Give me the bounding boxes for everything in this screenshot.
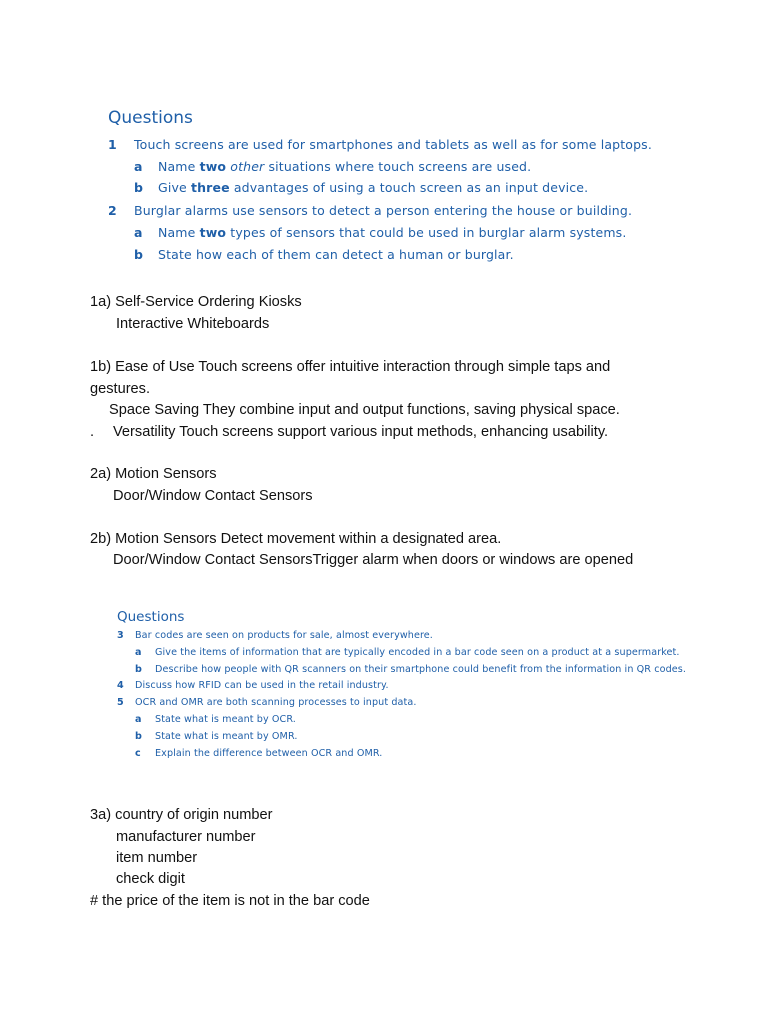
question-text: Touch screens are used for smartphones and tablets as well as for some laptops. bbox=[134, 137, 652, 152]
question-text: OCR and OMR are both scanning processes to input data. bbox=[135, 697, 417, 708]
answer-line: 2b) Motion Sensors Detect movement within a designated area. bbox=[90, 531, 502, 547]
answer-line: Versatility Touch screens support various input methods, enhancing usability. bbox=[113, 424, 609, 440]
answer-line: 1a) Self-Service Ordering Kiosks bbox=[90, 294, 302, 310]
question-number: 1 bbox=[108, 137, 117, 152]
question-text: Give three advantages of using a touch screen as an input device. bbox=[158, 180, 589, 195]
question-text: State how each of them can detect a human or burglar. bbox=[158, 247, 514, 262]
answer-line: check digit bbox=[116, 871, 185, 887]
answer-line: 3a) country of origin number bbox=[90, 807, 273, 823]
answer-line: 2a) Motion Sensors bbox=[90, 466, 217, 482]
questions-heading: Questions bbox=[108, 108, 193, 128]
question-letter: b bbox=[134, 247, 144, 262]
question-text: State what is meant by OCR. bbox=[155, 714, 296, 725]
answer-line: item number bbox=[116, 850, 198, 866]
question-text: Describe how people with QR scanners on their smartphone could benefit from the information in QR codes. bbox=[155, 664, 687, 675]
questions-heading: Questions bbox=[117, 609, 185, 625]
answer-bullet: . bbox=[90, 424, 95, 440]
answer-line: Door/Window Contact Sensors bbox=[113, 488, 313, 504]
question-number: 5 bbox=[117, 697, 124, 708]
question-text: State what is meant by OMR. bbox=[155, 731, 298, 742]
question-letter: a bbox=[135, 714, 142, 725]
question-letter: a bbox=[134, 225, 143, 240]
answer-line: 1b) Ease of Use Touch screens offer intuitive interaction through simple taps and bbox=[90, 359, 611, 375]
answer-line: manufacturer number bbox=[116, 829, 256, 845]
question-text: Burglar alarms use sensors to detect a person entering the house or building. bbox=[134, 203, 633, 218]
question-number: 3 bbox=[117, 630, 124, 641]
question-text: Give the items of information that are typically encoded in a bar code seen on a product at a supermarket. bbox=[155, 647, 680, 658]
question-text: Bar codes are seen on products for sale, almost everywhere. bbox=[135, 630, 433, 641]
question-letter: a bbox=[135, 647, 142, 658]
answer-line: Space Saving They combine input and output functions, saving physical space. bbox=[109, 402, 620, 418]
question-letter: a bbox=[134, 159, 143, 174]
question-number: 2 bbox=[108, 203, 117, 218]
question-text: Explain the difference between OCR and OMR. bbox=[155, 748, 383, 759]
question-letter: b bbox=[134, 180, 144, 195]
answer-line: Door/Window Contact SensorsTrigger alarm when doors or windows are opened bbox=[113, 552, 634, 568]
question-letter: b bbox=[135, 731, 142, 742]
answer-line: gestures. bbox=[90, 381, 151, 397]
answer-note: # the price of the item is not in the bar code bbox=[90, 893, 370, 909]
answer-line: Interactive Whiteboards bbox=[116, 316, 270, 332]
question-letter: c bbox=[135, 748, 141, 759]
question-text: Name two types of sensors that could be used in burglar alarm systems. bbox=[158, 225, 627, 240]
question-letter: b bbox=[135, 664, 142, 675]
question-text: Name two other situations where touch screens are used. bbox=[158, 159, 532, 174]
question-text: Discuss how RFID can be used in the retail industry. bbox=[135, 680, 389, 691]
question-number: 4 bbox=[117, 680, 124, 691]
